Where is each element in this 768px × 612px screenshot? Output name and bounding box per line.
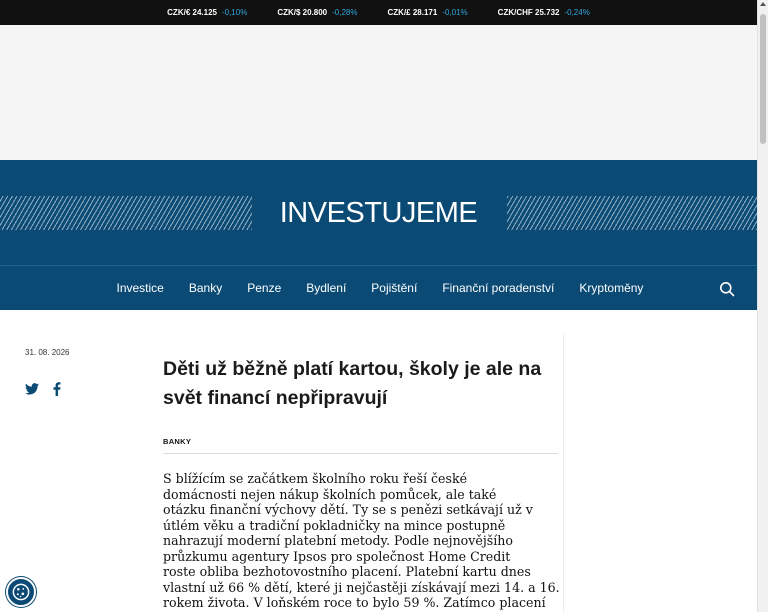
article-body-line: roste obliba bezhotovostního placení. Platební kartu dnes (163, 564, 531, 579)
ticker-change: -0,01% (442, 8, 468, 17)
scrollbar-thumb[interactable] (760, 14, 766, 144)
share-buttons (25, 382, 61, 396)
twitter-icon[interactable] (25, 383, 39, 395)
article-date: 31. 08. 2026 (25, 348, 70, 357)
article-category-link[interactable]: BANKY (163, 437, 192, 446)
nav-item-pojisteni[interactable]: Pojištění (371, 281, 418, 295)
ad-space (0, 25, 757, 160)
scroll-up-arrow-icon[interactable] (760, 2, 766, 6)
ticker-pair: CZK/£ 28.171 (387, 8, 438, 17)
nav-item-investice[interactable]: Investice (116, 281, 164, 295)
ticker-change: -0,24% (564, 8, 590, 17)
article-body-line: průzkumu agentury Ipsos pro společnost Home Credit (163, 548, 511, 564)
nav-item-kryptomeny[interactable]: Kryptoměny (579, 281, 644, 295)
facebook-icon[interactable] (53, 382, 61, 396)
ticker-item[interactable] (277, 8, 357, 17)
ticker-pair: CZK/CHF 25.732 (497, 8, 560, 17)
sidebar-divider (563, 333, 564, 612)
nav-item-bydleni[interactable]: Bydlení (306, 281, 347, 295)
ticker-change: -0,10% (221, 8, 248, 17)
article-body-line: útlém věku a tradiční pokladničky na mince postupně (163, 517, 506, 533)
ticker-item[interactable] (388, 8, 468, 17)
article-body-line: rokem života. V loňském roce to bylo 59 %. Zatímco placení (163, 595, 546, 610)
site-header (0, 160, 757, 265)
ticker-pair: CZK/€ 24.125 (167, 8, 217, 17)
cookie-icon (12, 583, 30, 601)
nav-item-banky[interactable]: Banky (188, 281, 223, 295)
currency-ticker (0, 0, 757, 25)
ticker-item[interactable] (167, 8, 247, 17)
site-logo[interactable]: INVESTUJEME (279, 197, 478, 229)
ticker-item[interactable] (498, 8, 590, 17)
page-scrollbar[interactable] (757, 0, 768, 612)
category-divider (163, 453, 558, 454)
main-nav (0, 265, 757, 310)
nav-item-financni-poradenstvi[interactable]: Finanční poradenství (442, 281, 555, 295)
article-title: Děti už běžně platí kartou, školy je ale na svět financí nepřipravují (163, 358, 542, 409)
article-body-line: nahrazují moderní platební metody. Podle nejnovějšího (163, 533, 513, 548)
nav-item-penze[interactable]: Penze (247, 281, 282, 295)
ticker-change: -0,28% (332, 8, 358, 17)
article-body-line: vlastní už 66 % dětí, které ji nejčastěji získávají mezi 14. a 16. (163, 579, 560, 595)
article-body-line: S blížícím se začátkem školního roku řeší české (163, 471, 468, 486)
article-body (163, 471, 563, 611)
article-body-line: domácnosti nejen nákup školních pomůcek, ale také (163, 486, 497, 502)
ticker-pair: CZK/$ 20.800 (277, 8, 328, 17)
search-icon[interactable] (719, 281, 735, 297)
cookie-settings-button[interactable] (6, 577, 36, 607)
article-body-line: otázku finanční výchovy dětí. Ty se s penězi setkávají už v (163, 502, 533, 517)
